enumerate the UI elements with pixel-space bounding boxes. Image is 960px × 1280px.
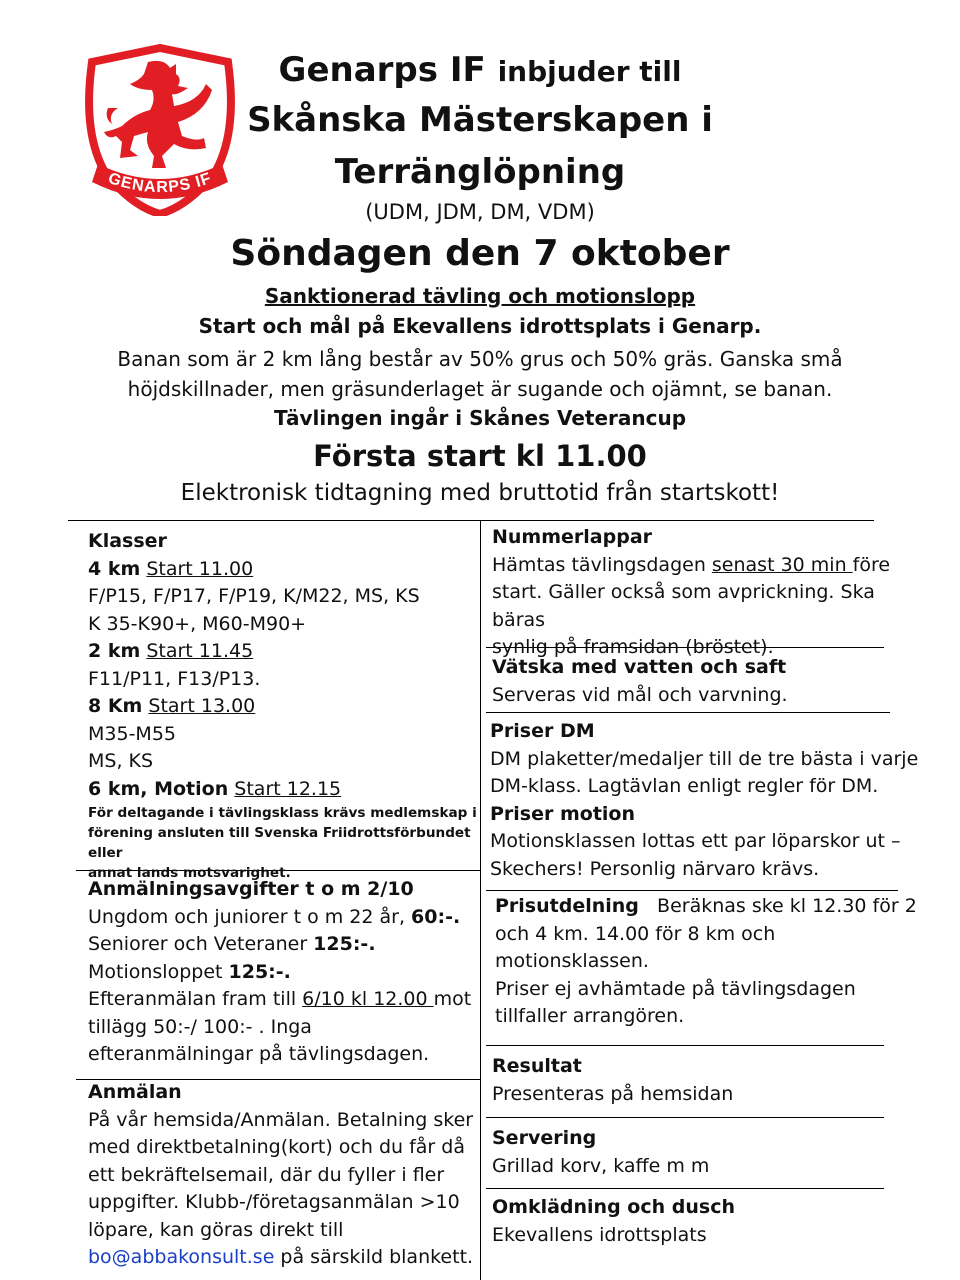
section-prisutdelning — [495, 893, 925, 1031]
title-line-1: Skånska Mästerskapen i — [247, 100, 713, 140]
race-2km-start: Start 11.45 — [146, 640, 254, 662]
title-line-2: Terränglöpning — [334, 152, 626, 192]
invite-text: inbjuder till — [497, 55, 682, 88]
resultat-text: Presenteras på hemsidan — [492, 1082, 734, 1105]
start-finish-text: Start och mål på Ekevallens idrottsplats i Genarp. — [198, 314, 762, 338]
anmalan-line-6-end: på särskild blankett. — [274, 1246, 474, 1268]
priser-motion-text-2: Skechers! Personlig närvaro krävs. — [490, 857, 820, 880]
section-nummerlappar — [492, 524, 922, 662]
avgifter-heading: Anmälningsavgifter t o m 2/10 — [88, 878, 414, 900]
fee-motion-amount: 125:-. — [228, 960, 291, 983]
course-line-1: Banan som är 2 km lång består av 50% grus och 50% gräs. Ganska små — [117, 347, 843, 371]
omkladning-heading: Omklädning och dusch — [492, 1196, 735, 1218]
membership-note-2: förening ansluten till Svenska Friidrottsförbundet eller — [88, 825, 471, 861]
race-8km-distance: 8 Km — [88, 695, 143, 717]
race-4km-classes-1: F/P15, F/P17, F/P19, K/M22, MS, KS — [88, 585, 420, 607]
klasser-heading: Klasser — [88, 530, 167, 552]
membership-note-1: För deltagande i tävlingsklass krävs medlemskap i — [88, 805, 477, 821]
section-priser — [490, 718, 930, 883]
right-divider-2 — [486, 712, 890, 713]
nummerlappar-text-1: Hämtas tävlingsdagen — [492, 553, 712, 576]
prisutdelning-text-3: motionsklassen. — [495, 950, 649, 972]
fee-youth-label: Ungdom och juniorer t o m 22 år, — [88, 905, 412, 928]
header-line-1 — [160, 50, 800, 92]
club-name: Genarps IF — [278, 50, 486, 90]
championship-categories: (UDM, JDM, DM, VDM) — [365, 200, 595, 224]
priser-motion-heading: Priser motion — [490, 802, 636, 825]
prisutdelning-text-4: Priser ej avhämtade på tävlingsdagen — [495, 977, 856, 1000]
priser-motion-text-1: Motionsklassen lottas ett par löparskor ut – — [490, 830, 901, 852]
late-registration-text: Efteranmälan fram till — [88, 988, 303, 1010]
column-divider — [480, 520, 481, 1280]
nummerlappar-heading: Nummerlappar — [492, 526, 653, 548]
course-line-2: höjdskillnader, men gräsunderlaget är sugande och ojämnt, se banan. — [127, 377, 833, 401]
race-6km-distance: 6 km, Motion — [88, 777, 229, 800]
event-date: Söndagen den 7 oktober — [230, 233, 730, 274]
race-8km-start: Start 13.00 — [148, 695, 256, 717]
course-description — [80, 344, 880, 404]
race-2km-classes: F11/P11, F13/P13. — [88, 667, 261, 690]
prisutdelning-heading: Prisutdelning — [495, 895, 639, 917]
prisutdelning-text-1: Beräknas ske kl 12.30 för 2 — [657, 895, 917, 917]
section-resultat — [492, 1053, 922, 1108]
fee-youth-amount: 60:-. — [411, 905, 461, 928]
vatska-heading: Vätska med vatten och saft — [492, 656, 787, 678]
race-4km-distance: 4 km — [88, 557, 141, 580]
section-avgifter — [88, 876, 478, 1069]
top-divider — [68, 520, 874, 521]
first-start: Första start kl 11.00 — [313, 439, 647, 473]
membership-note-3: annat lands motsvarighet. — [88, 865, 291, 881]
anmalan-line-3: ett bekräftelsemail, där du fyller i fler — [88, 1163, 445, 1186]
anmalan-line-1: På vår hemsida/Anmälan. Betalning sker — [88, 1108, 474, 1131]
section-klasser — [88, 528, 478, 883]
prisutdelning-text-2: och 4 km. 14.00 för 8 km och — [495, 922, 776, 945]
timing-text: Elektronisk tidtagning med bruttotid från startskott! — [180, 480, 780, 506]
logo-text: GENARPS IF — [106, 169, 214, 197]
right-divider-3 — [486, 890, 898, 891]
right-divider-4 — [486, 1045, 884, 1046]
nummerlappar-text-3: synlig på framsidan (bröstet). — [492, 636, 774, 658]
race-8km-classes-2: MS, KS — [88, 750, 154, 772]
anmalan-heading: Anmälan — [88, 1081, 182, 1103]
late-registration-end: mot — [433, 988, 472, 1010]
fee-senior-label: Seniorer och Veteraner — [88, 933, 314, 955]
section-anmalan — [88, 1079, 478, 1272]
anmalan-line-4: uppgifter. Klubb-/företagsanmälan >10 — [88, 1191, 460, 1213]
right-divider-5 — [486, 1117, 884, 1118]
right-divider-6 — [486, 1188, 884, 1189]
race-8km-classes-1: M35-M55 — [88, 722, 176, 745]
race-4km-start: Start 11.00 — [146, 557, 254, 580]
resultat-heading: Resultat — [492, 1055, 582, 1077]
section-omkladning — [492, 1194, 922, 1249]
race-4km-classes-2: K 35-K90+, M60-M90+ — [88, 612, 307, 635]
section-servering — [492, 1125, 922, 1180]
sanctioned-text: Sanktionerad tävling och motionslopp — [264, 284, 696, 308]
no-late-registration-text: efteranmälningar på tävlingsdagen. — [88, 1043, 430, 1065]
anmalan-line-2: med direktbetalning(kort) och du får då — [88, 1136, 465, 1158]
prisutdelning-text-5: tillfaller arrangören. — [495, 1005, 685, 1027]
servering-text: Grillad korv, kaffe m m — [492, 1154, 710, 1177]
race-6km-start: Start 12.15 — [234, 777, 342, 800]
nummerlappar-text-2: start. Gäller också som avprickning. Ska bäras — [492, 581, 875, 631]
priser-dm-text-1: DM plaketter/medaljer till de tre bästa i varje — [490, 747, 919, 770]
omkladning-text: Ekevallens idrottsplats — [492, 1223, 707, 1246]
anmalan-line-5: löpare, kan göras direkt till — [88, 1218, 344, 1241]
race-2km-distance: 2 km — [88, 640, 141, 662]
section-vatska — [492, 654, 922, 709]
late-registration-deadline: 6/10 kl 12.00 — [302, 988, 434, 1010]
contact-email-link[interactable]: bo@abbakonsult.se — [88, 1246, 275, 1268]
veterancup-text: Tävlingen ingår i Skånes Veterancup — [273, 406, 687, 430]
priser-dm-text-2: DM-klass. Lagtävlan enligt regler för DM. — [490, 775, 879, 797]
fee-senior-amount: 125:-. — [313, 933, 376, 955]
servering-heading: Servering — [492, 1127, 597, 1149]
vatska-text: Serveras vid mål och varvning. — [492, 683, 788, 706]
late-fee-text: tillägg 50:-/ 100:- . Inga — [88, 1015, 312, 1038]
priser-dm-heading: Priser DM — [490, 720, 595, 742]
nummerlappar-deadline: senast 30 min — [711, 553, 853, 576]
fee-motion-label: Motionsloppet — [88, 960, 229, 983]
nummerlappar-text-1-end: före — [852, 553, 891, 576]
